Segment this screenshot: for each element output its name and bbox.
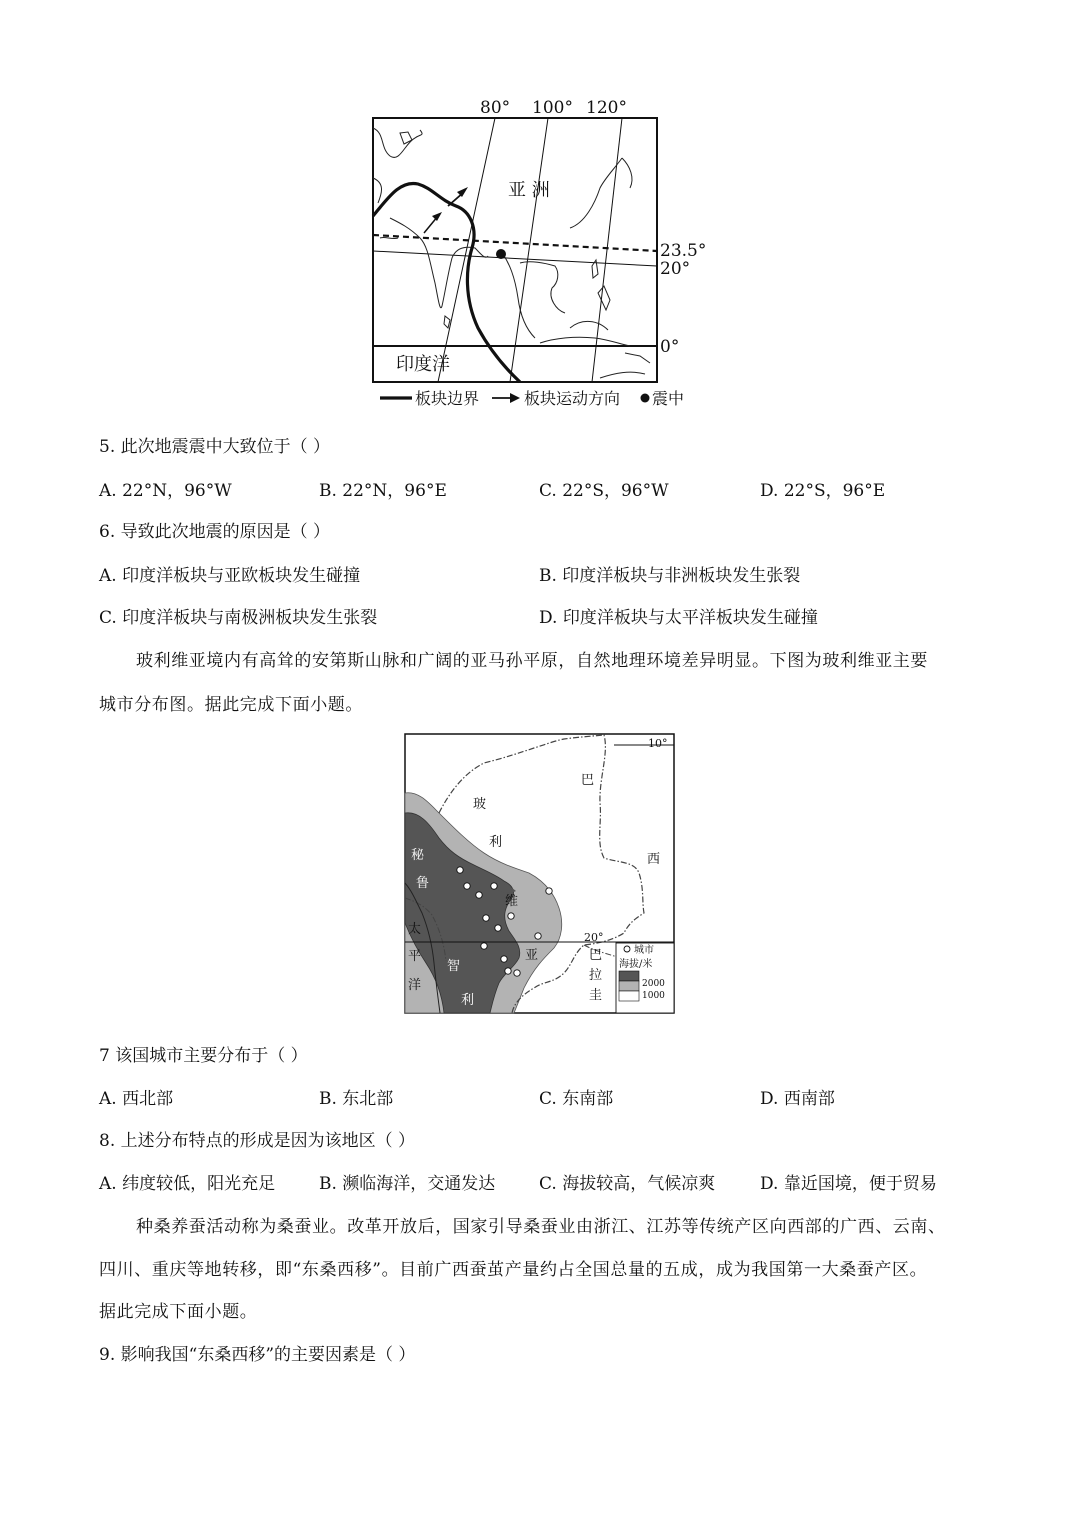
q5-option-a[interactable]: A. 22°N，96°W [99,481,232,501]
paraguay-char-3: 圭 [589,988,603,1003]
q7-option-a[interactable]: A. 西北部 [99,1089,174,1109]
lon-120-label: 120° [586,98,627,118]
city-1 [457,867,463,873]
sericulture-intro-line1: 种桑养蚕活动称为桑蚕业。改革开放后，国家引导桑蚕业由浙江、江苏等传统产区向西部的广西、云南、 [136,1217,946,1237]
city-6 [495,925,501,931]
city-4 [491,883,497,889]
pacific-char-2: 平 [408,949,422,964]
bolivia-intro-line2: 城市分布图。据此完成下面小题。 [99,695,363,715]
legend-above-2000-swatch [619,971,639,981]
q7-option-c[interactable]: C. 东南部 [539,1089,614,1109]
q5-option-c[interactable]: C. 22°S，96°W [539,481,669,501]
q5-option-b[interactable]: B. 22°N，96°E [319,481,447,501]
bolivia-char-1: 玻 [473,797,487,812]
brazil-char-1: 巴 [581,773,595,788]
legend-motion-label: 板块运动方向 [524,389,621,408]
legend-1000-2000-swatch [619,981,639,991]
legend-epicenter-swatch [641,394,650,403]
q7-option-d[interactable]: D. 西南部 [760,1089,835,1109]
brazil-char-2: 西 [647,852,661,867]
city-8 [481,943,487,949]
q8-option-d[interactable]: D. 靠近国境，便于贸易 [760,1174,937,1194]
bolivia-char-2: 利 [489,835,503,850]
city-11 [514,970,520,976]
paraguay-char-1: 巴 [589,948,603,963]
q5-stem: 5. 此次地震震中大致位于（ ） [99,437,331,457]
q6-option-b[interactable]: B. 印度洋板块与非洲板块发生张裂 [539,566,801,586]
q7-option-b[interactable]: B. 东北部 [319,1089,394,1109]
bolivia-char-4: 亚 [525,948,539,963]
legend-motion-arrowhead [510,393,520,403]
q8-option-c[interactable]: C. 海拔较高，气候凉爽 [539,1174,716,1194]
bolivia-char-3: 维 [505,894,519,909]
epicenter-marker [496,249,506,259]
lat-10-label: 10° [648,737,668,750]
legend-epicenter-label: 震中 [652,389,685,408]
q7-stem: 7 该国城市主要分布于（ ） [99,1046,308,1066]
city-13 [546,888,552,894]
lon-80-label: 80° [480,98,511,118]
peru-char-2: 鲁 [416,876,430,891]
bolivia-map [404,733,676,1015]
q5-option-d[interactable]: D. 22°S，96°E [760,481,886,501]
pacific-char-1: 太 [408,922,422,937]
lat-23-5-label: 23.5° [660,241,707,261]
lon-100-label: 100° [532,98,573,118]
q6-option-d[interactable]: D. 印度洋板块与太平洋板块发生碰撞 [539,608,818,628]
bolivia-intro-line1: 玻利维亚境内有高耸的安第斯山脉和广阔的亚马孙平原，自然地理环境差异明显。下图为玻利维亚主要 [136,651,928,671]
legend-1000: 1000 [642,991,665,1001]
city-12 [535,933,541,939]
sericulture-intro-line3: 据此完成下面小题。 [99,1302,258,1322]
q8-option-a[interactable]: A. 纬度较低，阳光充足 [99,1174,276,1194]
sericulture-intro-line2: 四川、重庆等地转移，即“东桑西移”。目前广西蚕茧产量约占全国总量的五成，成为我国第一大桑蚕产区。 [99,1260,928,1280]
lat-20-label: 20° [660,259,691,279]
legend-2000: 2000 [642,979,665,989]
city-2 [464,883,470,889]
asia-label: 亚 洲 [508,180,550,201]
city-5 [483,915,489,921]
q6-option-c[interactable]: C. 印度洋板块与南极洲板块发生张裂 [99,608,378,628]
legend-boundary-label: 板块边界 [415,389,480,408]
q8-option-b[interactable]: B. 濒临海洋，交通发达 [319,1174,496,1194]
q9-stem: 9. 影响我国“东桑西移”的主要因素是（ ） [99,1345,416,1365]
city-7 [508,913,514,919]
legend-below-1000-swatch [619,991,639,1001]
city-10 [505,968,511,974]
peru-char-1: 秘 [411,848,425,863]
q6-stem: 6. 导致此次地震的原因是（ ） [99,522,331,542]
city-9 [501,956,507,962]
indian-ocean-label: 印度洋 [396,354,450,375]
lat-0-label: 0° [660,337,680,357]
legend-elev-title: 海拔/米 [619,959,653,970]
legend-city-label: 城市 [634,945,654,956]
map2-legend [616,943,674,1013]
chile-char-2: 利 [461,993,475,1008]
paraguay-char-2: 拉 [589,968,603,983]
q8-stem: 8. 上述分布特点的形成是因为该地区（ ） [99,1131,416,1151]
chile-char-1: 智 [447,959,461,974]
earthquake-map [360,88,720,413]
pacific-char-3: 洋 [408,978,422,993]
city-3 [476,892,482,898]
lat-20-label: 20° [584,931,604,944]
q6-option-a[interactable]: A. 印度洋板块与亚欧板块发生碰撞 [99,566,361,586]
